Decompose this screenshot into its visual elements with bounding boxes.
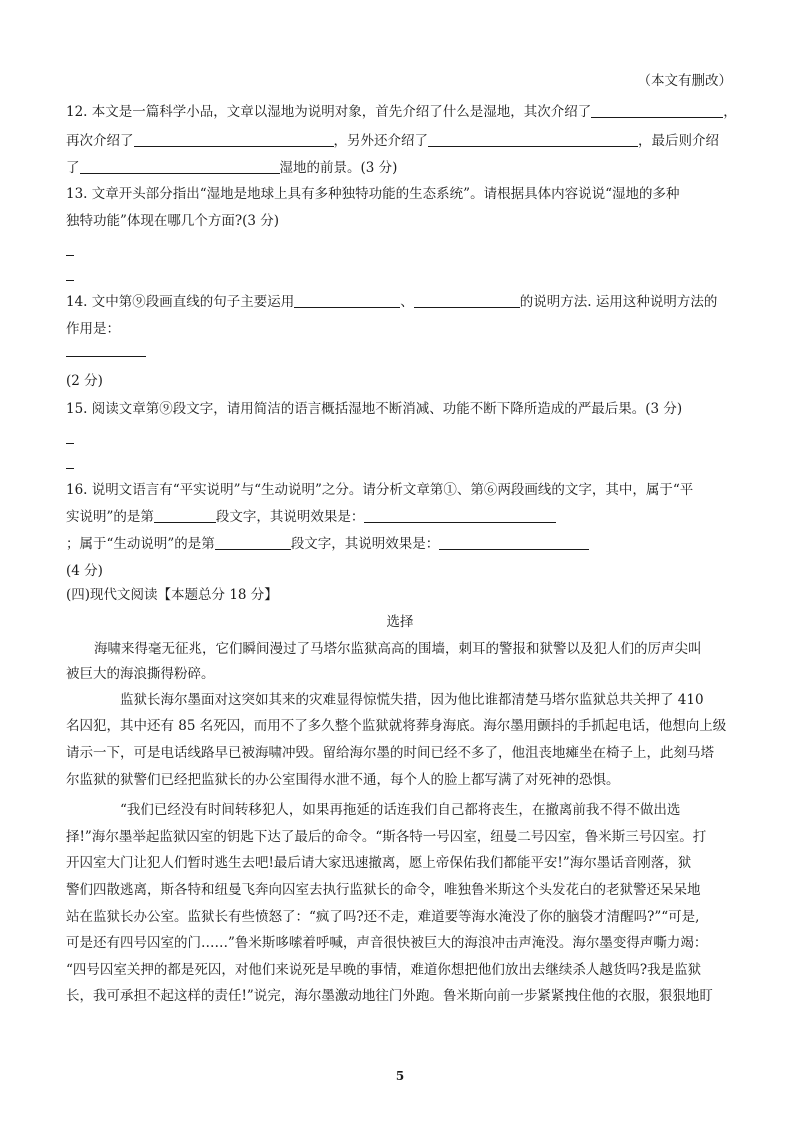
passage-p3-line-2: 择!”海尔墨举起监狱囚室的钥匙下达了最后的命令。“斯各特一号囚室，纽曼二号囚室，鲁米斯三号囚室。打: [66, 829, 707, 845]
question-16-text-2b: 段文字，其说明效果是：: [215, 509, 365, 525]
passage-p3-line-4: 警们四散逃离，斯各特和纽曼飞奔向囚室去执行监狱长的命令，唯独鲁米斯这个头发花白的老狱警还呆呆地: [66, 882, 701, 898]
question-16-line-1: 16. 说明文语言有“平实说明”与“生动说明”之分。请分析文章第①、第⑥两段画线的文字，其中，属于“平: [66, 482, 694, 498]
answer-blank[interactable]: [154, 508, 216, 523]
section-heading: (四)现代文阅读【本题总分 18 分】: [66, 587, 278, 603]
answer-stub[interactable]: [66, 468, 74, 469]
answer-stub[interactable]: [66, 255, 74, 256]
answer-blank[interactable]: [414, 293, 520, 308]
question-12-text-3a: 了: [66, 160, 80, 176]
question-14-score: (2 分): [66, 373, 103, 389]
question-12-text-1: 12. 本文是一篇科学小品，文章以湿地为说明对象，首先介绍了什么是湿地，其次介绍了: [66, 104, 592, 120]
question-12-line-3: [66, 158, 397, 178]
passage-p2-line-3: 请示一下，可是电话线路早已被海啸冲毁。留给海尔墨的时间已经不多了，他沮丧地瘫坐在椅子上，此刻马塔: [66, 745, 714, 761]
question-16-text-2a: 实说明”的是第: [66, 509, 154, 525]
question-12-text-3b: 湿地的前景。(3 分): [279, 160, 398, 176]
page-number: 5: [395, 1069, 405, 1083]
question-14-text-1b: 、: [400, 294, 414, 310]
question-13-line-1: 13. 文章开头部分指出“湿地是地球上具有多种独特功能的生态系统”。请根据具体内容说说“湿地的多种: [66, 186, 680, 202]
question-14-line-1: [66, 292, 717, 312]
question-15-line-1: 15. 阅读文章第⑨段文字，请用简洁的语言概括湿地不断消减、功能不断下降所造成的严最后果。(3 分): [66, 401, 683, 417]
question-16-text-3a: ；属于“生动说明”的是第: [66, 536, 215, 552]
answer-blank[interactable]: [215, 535, 291, 550]
answer-blank[interactable]: [80, 159, 280, 174]
question-16-line-3: [66, 534, 589, 554]
question-14-text-1c: 的说明方法. 运用这种说明方法的: [519, 294, 718, 310]
question-12-line-2: [66, 131, 719, 151]
question-13-line-2: 独特功能”体现在哪几个方面?(3 分): [66, 213, 280, 229]
question-16-line-2: [66, 507, 556, 527]
passage-p3-line-6: 可是还有四号囚室的门……”鲁米斯哆嗦着呼喊，声音很快被巨大的海浪冲击声淹没。海尔墨变得声嘶力竭：: [66, 935, 708, 951]
passage-title: 选择: [386, 614, 414, 630]
passage-p2-line-2: 名囚犯，其中还有 85 名死囚，而用不了多久整个监狱就将葬身海底。海尔墨用颤抖的手抓起电话，他想向上级: [66, 718, 727, 734]
question-14-text-1a: 14. 文中第⑨段画直线的句子主要运用: [66, 294, 295, 310]
passage-p3-line-8: 长，我可承担不起这样的责任!”说完，海尔墨激动地往门外跑。鲁米斯向前一步紧紧拽住他的衣服，狠狠地盯: [66, 988, 713, 1004]
answer-line[interactable]: [66, 356, 146, 357]
passage-p3-line-3: 开囚室大门让犯人们暂时逃生去吧!最后请大家迅速撤离，愿上帝保佑我们都能平安!”海尔墨话音刚落，狱: [66, 855, 692, 871]
answer-blank[interactable]: [294, 293, 400, 308]
question-12-text-2a: 再次介绍了: [66, 133, 134, 149]
answer-blank[interactable]: [428, 132, 638, 147]
passage-p2-line-1: 监狱长海尔墨面对这突如其来的灾难显得惊慌失措，因为他比谁都清楚马塔尔监狱总共关押了 410: [120, 692, 704, 708]
answer-blank[interactable]: [364, 508, 556, 523]
question-12-comma: ，: [723, 104, 737, 120]
question-12-text-2c: ，最后则介绍: [638, 133, 719, 149]
passage-p3-line-7: “四号囚室关押的都是死囚，对他们来说死是早晚的事情，难道你想把他们放出去继续杀人越货吗?我是监狱: [66, 962, 702, 978]
passage-p1-line-1: 海啸来得毫无征兆，它们瞬间漫过了马塔尔监狱高高的围墙，刺耳的警报和狱警以及犯人们的厉声尖叫: [94, 641, 702, 657]
answer-stub[interactable]: [66, 443, 74, 444]
source-note: （本文有删改）: [637, 73, 732, 89]
passage-p3-line-1: “我们已经没有时间转移犯人，如果再拖延的话连我们自己都将丧生，在撤离前我不得不做出选: [120, 802, 681, 818]
question-16-text-3b: 段文字，其说明效果是：: [290, 536, 440, 552]
question-12-line-1: [66, 102, 737, 122]
answer-blank[interactable]: [134, 132, 334, 147]
passage-p3-line-5: 站在监狱长办公室。监狱长有些愤怒了：“疯了吗?还不走，难道要等海水淹没了你的脑袋才清醒吗?”“可是,: [66, 909, 700, 925]
answer-stub[interactable]: [66, 280, 74, 281]
answer-blank[interactable]: [591, 103, 723, 118]
question-14-line-2: 作用是：: [66, 321, 120, 337]
question-16-score: (4 分): [66, 563, 103, 579]
passage-p2-line-4: 尔监狱的狱警们已经把监狱长的办公室围得水泄不通，每个人的脸上都写满了对死神的恐惧。: [66, 772, 620, 788]
question-12-text-2b: ，另外还介绍了: [333, 133, 428, 149]
passage-p1-line-2: 被巨大的海浪撕得粉碎。: [66, 666, 215, 682]
answer-blank[interactable]: [439, 535, 589, 550]
